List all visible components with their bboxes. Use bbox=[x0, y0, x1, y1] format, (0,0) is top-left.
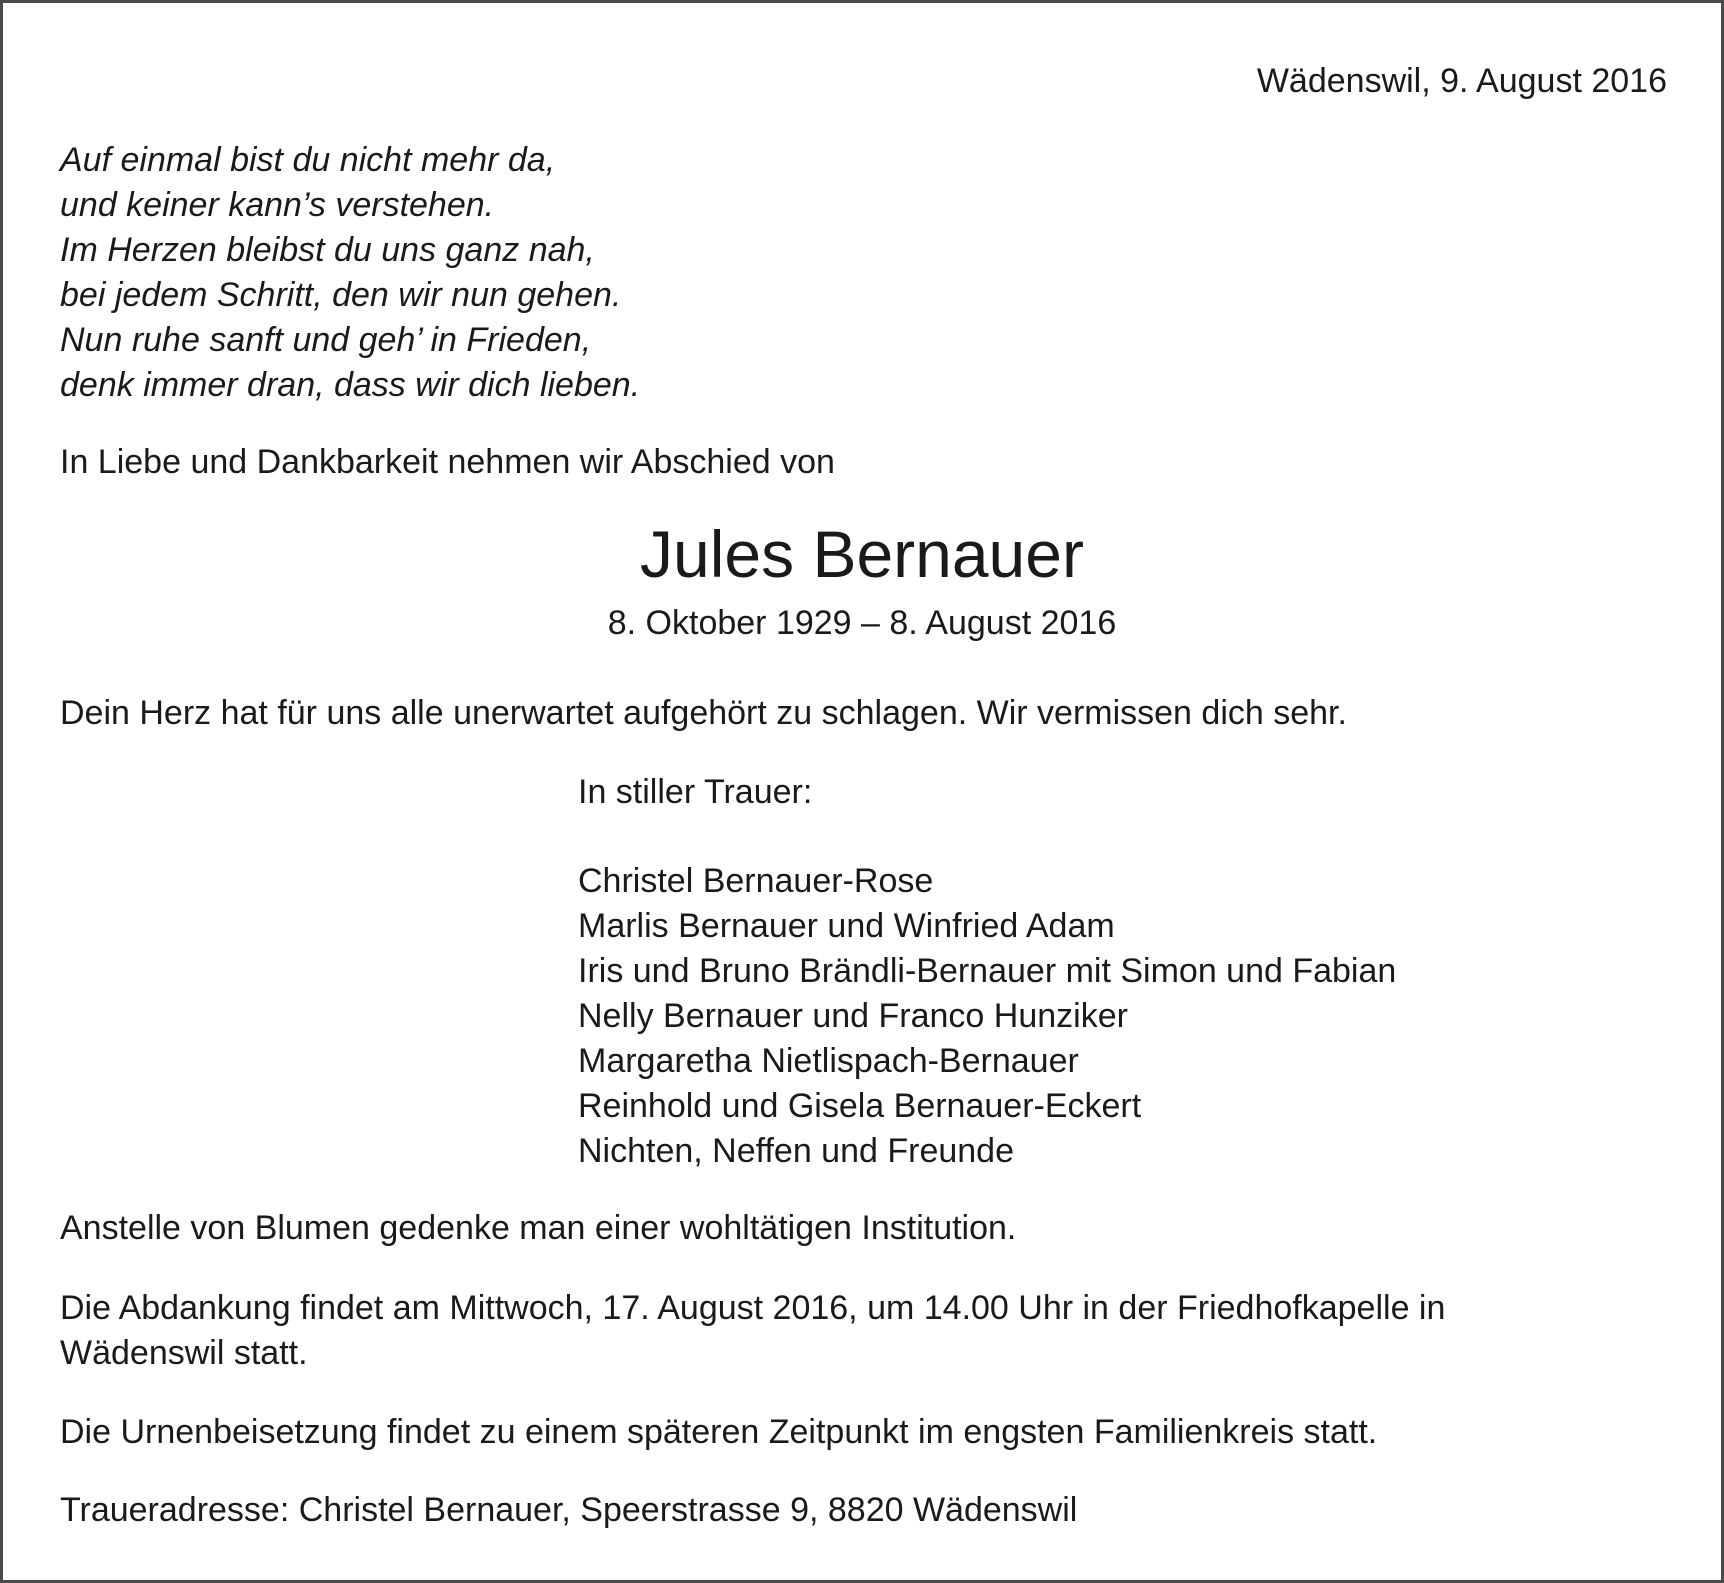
service-line: Wädenswil statt. bbox=[60, 1334, 308, 1372]
mourning-label: In stiller Trauer: bbox=[578, 773, 813, 811]
mourner-item: Nichten, Neffen und Freunde bbox=[578, 1132, 1014, 1170]
poem-line: bei jedem Schritt, den wir nun gehen. bbox=[60, 276, 622, 314]
service-text bbox=[60, 1286, 1445, 1376]
intro-text: In Liebe und Dankbarkeit nehmen wir Abschied von bbox=[60, 443, 835, 481]
place-date: Wädenswil, 9. August 2016 bbox=[1256, 62, 1667, 100]
poem-line: Auf einmal bist du nicht mehr da, bbox=[60, 141, 556, 179]
poem-line: denk immer dran, dass wir dich lieben. bbox=[60, 366, 641, 404]
flowers-text: Anstelle von Blumen gedenke man einer wohltätigen Institution. bbox=[60, 1209, 1017, 1247]
mourner-item: Iris und Bruno Brändli-Bernauer mit Simon und Fabian bbox=[578, 952, 1397, 990]
mourner-item: Marlis Bernauer und Winfried Adam bbox=[578, 907, 1115, 945]
mourner-item: Nelly Bernauer und Franco Hunziker bbox=[578, 997, 1128, 1035]
mourners-list bbox=[578, 859, 1396, 1174]
urn-text: Die Urnenbeisetzung findet zu einem späteren Zeitpunkt im engsten Familienkreis statt. bbox=[60, 1413, 1378, 1451]
heart-text: Dein Herz hat für uns alle unerwartet aufgehört zu schlagen. Wir vermissen dich sehr. bbox=[60, 694, 1347, 732]
poem-line: und keiner kann’s verstehen. bbox=[60, 186, 495, 224]
poem-line: Im Herzen bleibst du uns ganz nah, bbox=[60, 231, 595, 269]
poem-line: Nun ruhe sanft und geh’ in Frieden, bbox=[60, 321, 592, 359]
service-line: Die Abdankung findet am Mittwoch, 17. August 2016, um 14.00 Uhr in der Friedhofkapelle in bbox=[60, 1289, 1446, 1327]
mourning-address: Traueradresse: Christel Bernauer, Speerstrasse 9, 8820 Wädenswil bbox=[60, 1491, 1078, 1529]
mourner-item: Reinhold und Gisela Bernauer-Eckert bbox=[578, 1087, 1142, 1125]
mourner-item: Christel Bernauer-Rose bbox=[578, 862, 934, 900]
mourner-item: Margaretha Nietlispach-Bernauer bbox=[578, 1042, 1079, 1080]
deceased-name: Jules Bernauer bbox=[640, 517, 1084, 591]
life-dates: 8. Oktober 1929 – 8. August 2016 bbox=[607, 604, 1117, 642]
poem bbox=[60, 138, 640, 408]
